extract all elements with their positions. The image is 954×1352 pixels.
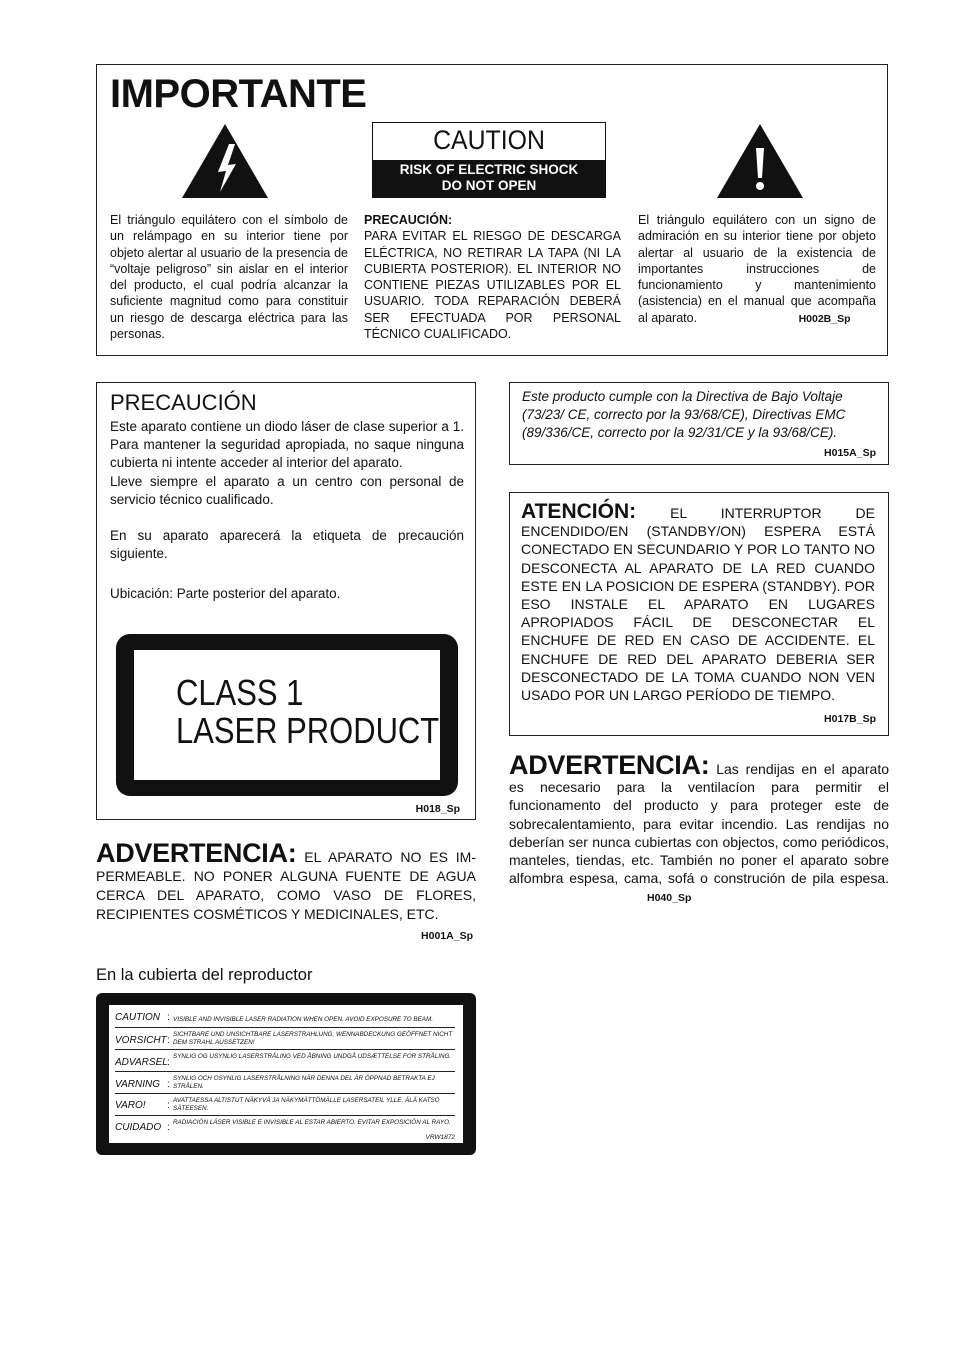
warning-row: ADVARSEL : SYNLIG OG USYNLIG LASERSTRÅLING VED ÅBNING UNDGÅ UDSÆTTELSE FOR STRÅLING. xyxy=(115,1051,455,1072)
caution-word: CAUTION xyxy=(433,125,545,155)
advertencia-vent-body: Las rendijas en el aparato es necesario para la ventilacíon para permitir el funcionamento del producto y para proteger este de sobrecalentamiento, para evitar incendio. Las rendijas no deberían ser nunca cubiertas con objectos, como periódicos, manteles, tiendas, etc. También no poner el aparato sobre alfombra espesa, cama, sofá o construción de pila espesa. xyxy=(509,761,890,887)
class1-laser-label xyxy=(116,634,458,796)
cover-caption: En la cubierta del reproductor xyxy=(96,966,313,984)
atencion-body: EL INTERRUPTOR DE ENCENDIDO/EN (STANDBY/ON) ESPERA ESTÁ CONECTADO EN SECUNDARIO Y POR LO TANTO NO DESCONECTA AL APARATO DE LA RED CUANDO ESTE EN LA POSICION DE ESPERA (STANDBY). POR ESO INSTALE EL APARATO EN LUGARES APROPIADOS FÁCIL DE DESCONECTAR EL ENCHUFE DE RED EN CASO DE ACCIDENTE. EL ENCHUFE DE RED DEL APARATO DEBERIA SER DESCONECTADO DE LA TOMA CUANDO NON VEN USADO POR UN LARGO PERÍODO DE TIEMPO. xyxy=(521,505,875,704)
warning-row: CUIDADO : RADIACIÓN LÁSER VISIBLE E INVISIBLE AL ESTAR ABIERTO. EVITAR EXPOSICIÓN AL RAYO. xyxy=(115,1117,455,1137)
precaution-p4: Ubicación: Parte posterior del aparato. xyxy=(110,586,341,602)
code-h017b: H017B_Sp xyxy=(824,713,876,725)
warning-lang: CAUTION xyxy=(115,1012,160,1023)
code-h002b: H002B_Sp xyxy=(798,312,851,325)
code-h018: H018_Sp xyxy=(415,803,460,815)
warning-lang: VORSICHT xyxy=(115,1035,167,1046)
code-h040: H040_Sp xyxy=(647,892,692,905)
warning-text: SICHTBARE UND UNSICHTBARE LASERSTRAHLUNG, WENNABDECKUNG GEÖFFNET NICHT DEM STRAHL AUSSETZEN! xyxy=(173,1031,453,1046)
page-title: IMPORTANTE xyxy=(110,72,367,116)
precaution-column xyxy=(364,212,621,342)
laser-line-1: CLASS 1 xyxy=(176,672,304,713)
advertencia-ventilation xyxy=(509,750,890,908)
warning-text: SYNLIG OCH OSYNLIG LASERSTRÅLNING NÄR DENNA DEL ÄR ÖPPNAD BETRAKTA EJ STRÅLEN. xyxy=(173,1075,435,1090)
caution-line-2: DO NOT OPEN xyxy=(441,178,537,193)
precaution-column-text: PARA EVITAR EL RIESGO DE DESCARGA ELÉCTRICA, NO RETIRAR LA TAPA (NI LA CUBIERTA POSTERIOR). EL INTERIOR NO CONTIENE PIEZAS UTILIZABLES POR EL USUARIO. TODA REPARACIÓN DEBERÁ SER EFECTUADA POR PERSONAL TÉCNICO CUALIFICADO. xyxy=(364,229,621,342)
warning-lang: VARNING xyxy=(115,1079,161,1090)
precaution-p2: Lleve siempre el aparato a un centro con personal de servicio técnico cualificado. xyxy=(110,473,464,507)
warning-lang: CUIDADO xyxy=(115,1122,162,1133)
exclamation-text: El triángulo equilátero con un signo de admiración en su interior tiene por objeto alertar al usuario de la existencia de importantes instrucciones de funcionamiento y mantenimiento (asistencia) en el manual que acompaña al aparato. xyxy=(638,213,876,325)
warning-row: CAUTION : VISIBLE AND INVISIBLE LASER RADIATION WHEN OPEN. AVOID EXPOSURE TO BEAM. xyxy=(115,1009,455,1028)
code-h001a: H001A_Sp xyxy=(421,930,473,942)
caution-label xyxy=(372,122,606,198)
cover-warning-rows xyxy=(109,1005,463,1143)
lightning-warning-icon xyxy=(180,122,270,200)
code-h015a: H015A_Sp xyxy=(824,447,876,459)
exclamation-explanation xyxy=(638,212,876,327)
precaution-p3: En su aparato aparecerá la etiqueta de precaución siguiente. xyxy=(110,528,464,562)
label-code: VRW1872 xyxy=(425,1134,455,1141)
cover-warning-label xyxy=(96,993,476,1155)
precaution-title: PRECAUCIÓN xyxy=(110,390,257,415)
warning-row: VARNING : SYNLIG OCH OSYNLIG LASERSTRÅLNING NÄR DENNA DEL ÄR ÖPPNAD BETRAKTA EJ STRÅLEN. xyxy=(115,1073,455,1094)
advertencia-water-heading: ADVERTENCIA: xyxy=(96,838,297,868)
warning-text: AVATTAESSA ALTISTUT NÄKYVÄ JA NÄKYMÄTTÖMÄLLE LASERSATEIL YLLE. ÄLÄ KATSO SÄTEESEN. xyxy=(173,1097,440,1112)
atencion-heading: ATENCIÓN: xyxy=(521,500,637,523)
laser-line-2: LASER PRODUCT xyxy=(176,710,440,751)
warning-lang: VARO! xyxy=(115,1100,146,1111)
lightning-explanation: El triángulo equilátero con el símbolo de un relámpago en su interior tiene por objeto alertar al usuario de la presencia de “voltaje peligroso” sin aislar en el interior del producto, el cual podría alcanzar la suficiente magnitud como para constituir un riesgo de descarga eléctrica para las personas. xyxy=(110,213,348,342)
precaution-text xyxy=(110,418,464,604)
caution-bar xyxy=(373,160,605,197)
directive-text: Este producto cumple con la Directiva de Bajo Voltaje (73/23/ CE, correcto por la 93/68/CE), Directivas EMC (89/336/CE, correcto por la 92/31/CE y la 93/68/CE). xyxy=(522,389,846,440)
caution-line-1: RISK OF ELECTRIC SHOCK xyxy=(399,162,579,177)
warning-text: SYNLIG OG USYNLIG LASERSTRÅLING VED ÅBNING UNDGÅ UDSÆTTELSE FOR STRÅLING. xyxy=(173,1053,452,1060)
advertencia-vent-heading: ADVERTENCIA: xyxy=(509,750,710,780)
warning-text: RADIACIÓN LÁSER VISIBLE E INVISIBLE AL ESTAR ABIERTO. EVITAR EXPOSICIÓN AL RAYO. xyxy=(173,1119,451,1126)
precaution-heading: PRECAUCIÓN: xyxy=(364,213,453,227)
warning-lang: ADVARSEL xyxy=(115,1057,168,1068)
warning-row: VORSICHT : SICHTBARE UND UNSICHTBARE LASERSTRAHLUNG, WENNABDECKUNG GEÖFFNET NICHT DEM STRAHL AUSSETZEN! xyxy=(115,1029,455,1050)
precaution-p1: Este aparato contiene un diodo láser de clase superior a 1. Para mantener la seguridad apropiada, no saque ninguna cubierta ni intente acceder al interior del aparato. xyxy=(110,419,464,471)
atencion-text xyxy=(521,500,875,704)
warning-text: VISIBLE AND INVISIBLE LASER RADIATION WHEN OPEN. AVOID EXPOSURE TO BEAM. xyxy=(173,1016,433,1023)
advertencia-water-body: EL APARATO NO ES IM-PERMEABLE. NO PONER ALGUNA FUENTE DE AGUA CERCA DEL APARATO, COMO VASO DE FLORES, RECIPIENTES COSMÉTICOS Y MEDICINALES, ETC. xyxy=(96,849,476,922)
advertencia-water xyxy=(96,838,476,924)
warning-row: VARO! : AVATTAESSA ALTISTUT NÄKYVÄ JA NÄKYMÄTTÖMÄLLE LASERSATEIL YLLE. ÄLÄ KATSO SÄTEESEN. xyxy=(115,1095,455,1116)
exclamation-warning-icon xyxy=(715,122,805,200)
